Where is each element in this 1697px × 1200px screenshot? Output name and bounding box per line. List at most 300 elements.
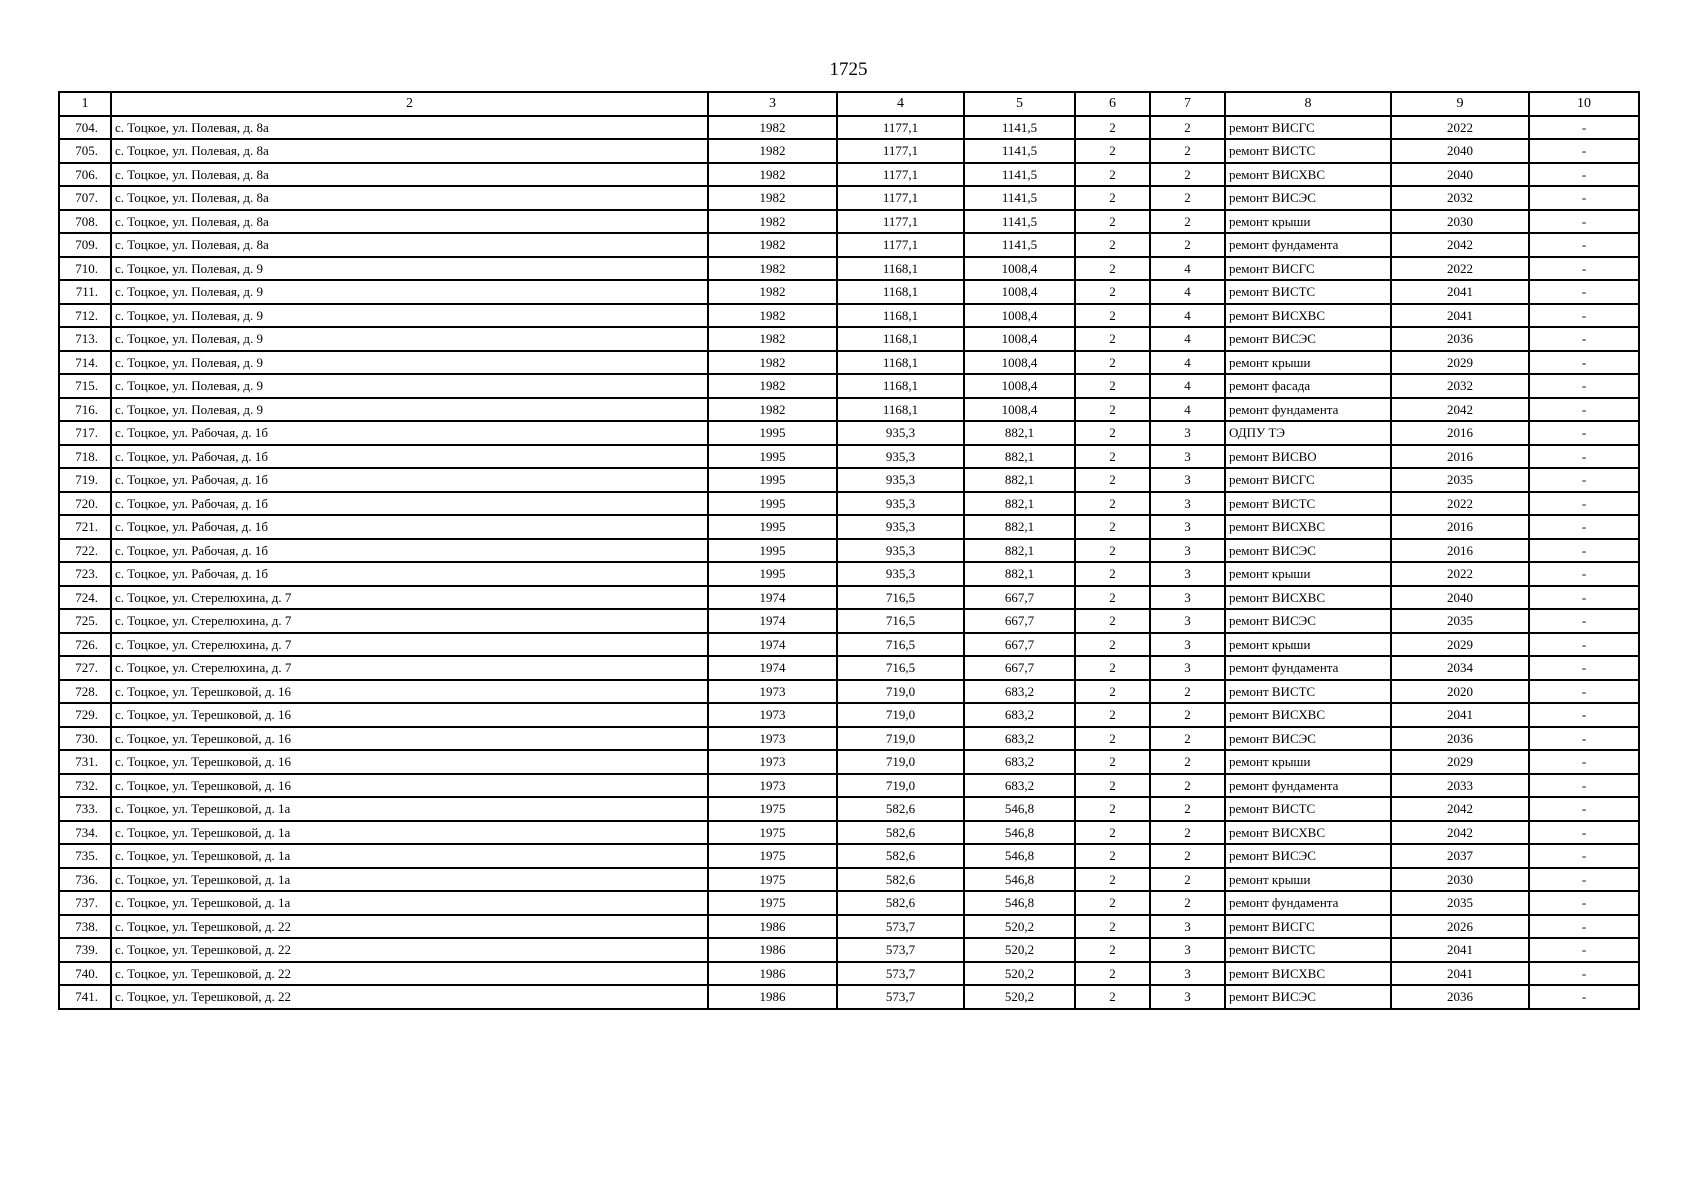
cell-address: с. Тоцкое, ул. Терешковой, д. 22 [111, 985, 708, 1009]
cell-floors: 2 [1075, 868, 1150, 892]
cell-living-area: 546,8 [964, 844, 1075, 868]
cell-note: - [1529, 727, 1639, 751]
cell-address: с. Тоцкое, ул. Рабочая, д. 1б [111, 468, 708, 492]
cell-address: с. Тоцкое, ул. Полевая, д. 9 [111, 398, 708, 422]
cell-planned-year: 2042 [1391, 233, 1529, 257]
cell-total-area: 935,3 [837, 562, 964, 586]
cell-work-type: ремонт ВИСХВС [1225, 703, 1391, 727]
cell-address: с. Тоцкое, ул. Рабочая, д. 1б [111, 421, 708, 445]
column-header-8: 8 [1225, 92, 1391, 116]
column-header-5: 5 [964, 92, 1075, 116]
cell-work-type: ремонт ВИСТС [1225, 797, 1391, 821]
cell-entrances: 4 [1150, 374, 1225, 398]
cell-floors: 2 [1075, 703, 1150, 727]
cell-planned-year: 2040 [1391, 163, 1529, 187]
cell-total-area: 1177,1 [837, 210, 964, 234]
cell-living-area: 1141,5 [964, 116, 1075, 140]
cell-entrances: 2 [1150, 821, 1225, 845]
cell-year-built: 1995 [708, 468, 837, 492]
cell-entrances: 3 [1150, 586, 1225, 610]
cell-row-number: 731. [59, 750, 111, 774]
cell-floors: 2 [1075, 539, 1150, 563]
cell-planned-year: 2016 [1391, 445, 1529, 469]
cell-total-area: 716,5 [837, 656, 964, 680]
cell-entrances: 3 [1150, 938, 1225, 962]
cell-floors: 2 [1075, 891, 1150, 915]
cell-entrances: 3 [1150, 985, 1225, 1009]
cell-work-type: ремонт ВИСТС [1225, 938, 1391, 962]
table-row [59, 844, 1639, 868]
cell-year-built: 1982 [708, 233, 837, 257]
table-row [59, 985, 1639, 1009]
cell-floors: 2 [1075, 351, 1150, 375]
cell-entrances: 3 [1150, 562, 1225, 586]
cell-planned-year: 2032 [1391, 374, 1529, 398]
cell-year-built: 1982 [708, 327, 837, 351]
cell-work-type: ремонт фундамента [1225, 398, 1391, 422]
cell-note: - [1529, 821, 1639, 845]
cell-row-number: 705. [59, 139, 111, 163]
cell-entrances: 3 [1150, 656, 1225, 680]
cell-planned-year: 2029 [1391, 750, 1529, 774]
cell-row-number: 734. [59, 821, 111, 845]
cell-total-area: 1177,1 [837, 163, 964, 187]
cell-living-area: 1141,5 [964, 210, 1075, 234]
cell-year-built: 1982 [708, 351, 837, 375]
cell-year-built: 1982 [708, 374, 837, 398]
cell-row-number: 722. [59, 539, 111, 563]
cell-floors: 2 [1075, 727, 1150, 751]
cell-work-type: ремонт крыши [1225, 750, 1391, 774]
cell-row-number: 732. [59, 774, 111, 798]
cell-address: с. Тоцкое, ул. Рабочая, д. 1б [111, 539, 708, 563]
cell-planned-year: 2029 [1391, 633, 1529, 657]
cell-note: - [1529, 257, 1639, 281]
table-row [59, 938, 1639, 962]
header-row [59, 92, 1639, 116]
cell-note: - [1529, 280, 1639, 304]
cell-note: - [1529, 962, 1639, 986]
table-row [59, 962, 1639, 986]
cell-planned-year: 2035 [1391, 609, 1529, 633]
cell-note: - [1529, 985, 1639, 1009]
table-row [59, 562, 1639, 586]
cell-note: - [1529, 868, 1639, 892]
cell-entrances: 2 [1150, 116, 1225, 140]
cell-row-number: 710. [59, 257, 111, 281]
cell-floors: 2 [1075, 821, 1150, 845]
cell-year-built: 1995 [708, 421, 837, 445]
cell-note: - [1529, 304, 1639, 328]
cell-work-type: ремонт ВИСЭС [1225, 727, 1391, 751]
cell-entrances: 2 [1150, 774, 1225, 798]
cell-living-area: 882,1 [964, 492, 1075, 516]
cell-row-number: 728. [59, 680, 111, 704]
table-row [59, 163, 1639, 187]
table-row [59, 821, 1639, 845]
cell-address: с. Тоцкое, ул. Стерелюхина, д. 7 [111, 586, 708, 610]
table-row [59, 445, 1639, 469]
cell-row-number: 724. [59, 586, 111, 610]
cell-total-area: 573,7 [837, 962, 964, 986]
cell-row-number: 737. [59, 891, 111, 915]
cell-note: - [1529, 186, 1639, 210]
cell-note: - [1529, 210, 1639, 234]
cell-year-built: 1982 [708, 257, 837, 281]
table-row [59, 398, 1639, 422]
cell-address: с. Тоцкое, ул. Рабочая, д. 1б [111, 562, 708, 586]
cell-living-area: 683,2 [964, 750, 1075, 774]
cell-living-area: 520,2 [964, 985, 1075, 1009]
cell-living-area: 882,1 [964, 421, 1075, 445]
cell-address: с. Тоцкое, ул. Терешковой, д. 1а [111, 891, 708, 915]
cell-entrances: 2 [1150, 750, 1225, 774]
cell-floors: 2 [1075, 938, 1150, 962]
cell-work-type: ремонт ВИСХВС [1225, 962, 1391, 986]
cell-address: с. Тоцкое, ул. Терешковой, д. 22 [111, 915, 708, 939]
cell-planned-year: 2020 [1391, 680, 1529, 704]
cell-planned-year: 2022 [1391, 116, 1529, 140]
cell-year-built: 1975 [708, 844, 837, 868]
cell-address: с. Тоцкое, ул. Полевая, д. 8а [111, 210, 708, 234]
cell-note: - [1529, 656, 1639, 680]
cell-row-number: 719. [59, 468, 111, 492]
cell-living-area: 1141,5 [964, 139, 1075, 163]
table-row [59, 233, 1639, 257]
cell-entrances: 3 [1150, 915, 1225, 939]
cell-total-area: 1168,1 [837, 327, 964, 351]
cell-row-number: 741. [59, 985, 111, 1009]
cell-address: с. Тоцкое, ул. Полевая, д. 8а [111, 163, 708, 187]
cell-entrances: 4 [1150, 280, 1225, 304]
cell-entrances: 3 [1150, 633, 1225, 657]
cell-year-built: 1982 [708, 139, 837, 163]
table-row [59, 680, 1639, 704]
cell-work-type: ремонт ВИСТС [1225, 492, 1391, 516]
cell-address: с. Тоцкое, ул. Стерелюхина, д. 7 [111, 633, 708, 657]
cell-total-area: 582,6 [837, 891, 964, 915]
cell-year-built: 1974 [708, 633, 837, 657]
cell-year-built: 1982 [708, 398, 837, 422]
cell-entrances: 3 [1150, 962, 1225, 986]
table-row [59, 656, 1639, 680]
cell-address: с. Тоцкое, ул. Терешковой, д. 1а [111, 868, 708, 892]
cell-work-type: ремонт крыши [1225, 868, 1391, 892]
cell-row-number: 727. [59, 656, 111, 680]
cell-living-area: 1008,4 [964, 257, 1075, 281]
cell-address: с. Тоцкое, ул. Полевая, д. 8а [111, 186, 708, 210]
table-row [59, 374, 1639, 398]
cell-planned-year: 2036 [1391, 727, 1529, 751]
cell-planned-year: 2016 [1391, 515, 1529, 539]
cell-entrances: 2 [1150, 868, 1225, 892]
cell-address: с. Тоцкое, ул. Полевая, д. 8а [111, 233, 708, 257]
cell-entrances: 3 [1150, 492, 1225, 516]
cell-work-type: ремонт ВИСТС [1225, 280, 1391, 304]
cell-living-area: 520,2 [964, 915, 1075, 939]
cell-floors: 2 [1075, 492, 1150, 516]
cell-total-area: 582,6 [837, 868, 964, 892]
cell-floors: 2 [1075, 680, 1150, 704]
cell-living-area: 882,1 [964, 445, 1075, 469]
cell-planned-year: 2042 [1391, 797, 1529, 821]
table-row [59, 210, 1639, 234]
cell-entrances: 2 [1150, 844, 1225, 868]
cell-floors: 2 [1075, 468, 1150, 492]
cell-floors: 2 [1075, 374, 1150, 398]
cell-living-area: 520,2 [964, 938, 1075, 962]
table-row [59, 327, 1639, 351]
cell-note: - [1529, 374, 1639, 398]
cell-work-type: ремонт крыши [1225, 351, 1391, 375]
cell-entrances: 2 [1150, 233, 1225, 257]
table-row [59, 750, 1639, 774]
cell-floors: 2 [1075, 562, 1150, 586]
cell-entrances: 3 [1150, 609, 1225, 633]
cell-total-area: 1168,1 [837, 398, 964, 422]
cell-floors: 2 [1075, 656, 1150, 680]
cell-planned-year: 2030 [1391, 868, 1529, 892]
column-header-3: 3 [708, 92, 837, 116]
column-header-10: 10 [1529, 92, 1639, 116]
cell-total-area: 1177,1 [837, 233, 964, 257]
cell-work-type: ремонт ВИСХВС [1225, 821, 1391, 845]
cell-living-area: 1008,4 [964, 351, 1075, 375]
table-row [59, 891, 1639, 915]
cell-total-area: 1168,1 [837, 351, 964, 375]
cell-row-number: 735. [59, 844, 111, 868]
table-row [59, 304, 1639, 328]
cell-work-type: ремонт фундамента [1225, 774, 1391, 798]
cell-work-type: ремонт ВИСЭС [1225, 844, 1391, 868]
table-body [59, 116, 1639, 1009]
cell-note: - [1529, 398, 1639, 422]
table-row [59, 116, 1639, 140]
cell-row-number: 711. [59, 280, 111, 304]
cell-year-built: 1973 [708, 703, 837, 727]
cell-note: - [1529, 844, 1639, 868]
cell-total-area: 582,6 [837, 844, 964, 868]
cell-planned-year: 2026 [1391, 915, 1529, 939]
cell-note: - [1529, 703, 1639, 727]
cell-planned-year: 2037 [1391, 844, 1529, 868]
table-row [59, 139, 1639, 163]
cell-planned-year: 2035 [1391, 468, 1529, 492]
cell-year-built: 1986 [708, 915, 837, 939]
cell-total-area: 716,5 [837, 586, 964, 610]
cell-year-built: 1982 [708, 210, 837, 234]
table-row [59, 703, 1639, 727]
cell-note: - [1529, 327, 1639, 351]
cell-work-type: ремонт фундамента [1225, 891, 1391, 915]
cell-planned-year: 2022 [1391, 562, 1529, 586]
cell-living-area: 667,7 [964, 609, 1075, 633]
cell-planned-year: 2041 [1391, 304, 1529, 328]
cell-entrances: 4 [1150, 398, 1225, 422]
cell-planned-year: 2034 [1391, 656, 1529, 680]
cell-row-number: 729. [59, 703, 111, 727]
cell-year-built: 1974 [708, 609, 837, 633]
cell-note: - [1529, 774, 1639, 798]
cell-floors: 2 [1075, 797, 1150, 821]
table-row [59, 257, 1639, 281]
table-row [59, 633, 1639, 657]
cell-floors: 2 [1075, 915, 1150, 939]
cell-floors: 2 [1075, 186, 1150, 210]
cell-floors: 2 [1075, 609, 1150, 633]
cell-note: - [1529, 797, 1639, 821]
cell-total-area: 573,7 [837, 938, 964, 962]
cell-floors: 2 [1075, 633, 1150, 657]
cell-note: - [1529, 633, 1639, 657]
cell-planned-year: 2016 [1391, 421, 1529, 445]
cell-floors: 2 [1075, 163, 1150, 187]
cell-year-built: 1982 [708, 163, 837, 187]
cell-address: с. Тоцкое, ул. Полевая, д. 9 [111, 257, 708, 281]
cell-address: с. Тоцкое, ул. Полевая, д. 9 [111, 280, 708, 304]
cell-planned-year: 2033 [1391, 774, 1529, 798]
cell-row-number: 716. [59, 398, 111, 422]
cell-year-built: 1974 [708, 586, 837, 610]
cell-work-type: ремонт ВИСЭС [1225, 186, 1391, 210]
cell-total-area: 573,7 [837, 915, 964, 939]
cell-planned-year: 2036 [1391, 327, 1529, 351]
cell-living-area: 882,1 [964, 515, 1075, 539]
cell-address: с. Тоцкое, ул. Рабочая, д. 1б [111, 445, 708, 469]
cell-year-built: 1973 [708, 774, 837, 798]
cell-entrances: 4 [1150, 351, 1225, 375]
cell-living-area: 520,2 [964, 962, 1075, 986]
cell-address: с. Тоцкое, ул. Полевая, д. 9 [111, 304, 708, 328]
cell-living-area: 1141,5 [964, 233, 1075, 257]
cell-total-area: 716,5 [837, 609, 964, 633]
cell-living-area: 1008,4 [964, 280, 1075, 304]
cell-planned-year: 2029 [1391, 351, 1529, 375]
cell-row-number: 723. [59, 562, 111, 586]
column-header-2: 2 [111, 92, 708, 116]
cell-entrances: 2 [1150, 703, 1225, 727]
cell-living-area: 1008,4 [964, 374, 1075, 398]
cell-work-type: ремонт ВИСЭС [1225, 539, 1391, 563]
table-row [59, 868, 1639, 892]
table-row [59, 186, 1639, 210]
cell-year-built: 1986 [708, 962, 837, 986]
cell-row-number: 715. [59, 374, 111, 398]
cell-row-number: 714. [59, 351, 111, 375]
column-header-7: 7 [1150, 92, 1225, 116]
cell-note: - [1529, 562, 1639, 586]
cell-note: - [1529, 116, 1639, 140]
page-number: 1725 [829, 59, 868, 80]
cell-year-built: 1995 [708, 515, 837, 539]
cell-total-area: 719,0 [837, 750, 964, 774]
table-row [59, 586, 1639, 610]
table-row [59, 727, 1639, 751]
cell-row-number: 706. [59, 163, 111, 187]
cell-year-built: 1995 [708, 445, 837, 469]
cell-living-area: 1008,4 [964, 304, 1075, 328]
cell-floors: 2 [1075, 985, 1150, 1009]
cell-living-area: 683,2 [964, 703, 1075, 727]
cell-floors: 2 [1075, 116, 1150, 140]
cell-work-type: ремонт ВИСВО [1225, 445, 1391, 469]
column-header-4: 4 [837, 92, 964, 116]
cell-entrances: 2 [1150, 891, 1225, 915]
cell-total-area: 935,3 [837, 539, 964, 563]
cell-address: с. Тоцкое, ул. Рабочая, д. 1б [111, 515, 708, 539]
cell-row-number: 739. [59, 938, 111, 962]
cell-note: - [1529, 539, 1639, 563]
cell-entrances: 3 [1150, 421, 1225, 445]
cell-floors: 2 [1075, 844, 1150, 868]
cell-work-type: ремонт ВИСГС [1225, 116, 1391, 140]
cell-entrances: 4 [1150, 257, 1225, 281]
cell-entrances: 4 [1150, 327, 1225, 351]
cell-year-built: 1995 [708, 492, 837, 516]
cell-entrances: 2 [1150, 210, 1225, 234]
cell-note: - [1529, 163, 1639, 187]
cell-total-area: 935,3 [837, 468, 964, 492]
cell-work-type: ремонт фундамента [1225, 656, 1391, 680]
cell-work-type: ремонт ВИСЭС [1225, 609, 1391, 633]
table-row [59, 421, 1639, 445]
cell-entrances: 2 [1150, 727, 1225, 751]
cell-living-area: 683,2 [964, 727, 1075, 751]
cell-note: - [1529, 938, 1639, 962]
cell-total-area: 1168,1 [837, 304, 964, 328]
cell-total-area: 1168,1 [837, 374, 964, 398]
cell-work-type: ремонт ВИСХВС [1225, 304, 1391, 328]
cell-row-number: 733. [59, 797, 111, 821]
cell-note: - [1529, 351, 1639, 375]
cell-floors: 2 [1075, 257, 1150, 281]
cell-note: - [1529, 915, 1639, 939]
cell-year-built: 1986 [708, 985, 837, 1009]
cell-planned-year: 2042 [1391, 821, 1529, 845]
cell-floors: 2 [1075, 750, 1150, 774]
cell-year-built: 1982 [708, 280, 837, 304]
cell-living-area: 546,8 [964, 821, 1075, 845]
cell-total-area: 573,7 [837, 985, 964, 1009]
cell-row-number: 704. [59, 116, 111, 140]
table-row [59, 468, 1639, 492]
table-row [59, 515, 1639, 539]
cell-work-type: ремонт ВИСХВС [1225, 515, 1391, 539]
cell-year-built: 1995 [708, 562, 837, 586]
cell-address: с. Тоцкое, ул. Терешковой, д. 22 [111, 938, 708, 962]
cell-address: с. Тоцкое, ул. Полевая, д. 9 [111, 351, 708, 375]
cell-floors: 2 [1075, 139, 1150, 163]
cell-row-number: 736. [59, 868, 111, 892]
cell-floors: 2 [1075, 515, 1150, 539]
cell-total-area: 716,5 [837, 633, 964, 657]
cell-note: - [1529, 586, 1639, 610]
cell-note: - [1529, 233, 1639, 257]
cell-total-area: 1168,1 [837, 280, 964, 304]
cell-entrances: 3 [1150, 515, 1225, 539]
cell-total-area: 1168,1 [837, 257, 964, 281]
cell-row-number: 725. [59, 609, 111, 633]
cell-work-type: ремонт ВИСГС [1225, 915, 1391, 939]
cell-floors: 2 [1075, 445, 1150, 469]
cell-work-type: ремонт ВИСХВС [1225, 586, 1391, 610]
cell-year-built: 1973 [708, 750, 837, 774]
cell-entrances: 3 [1150, 468, 1225, 492]
cell-planned-year: 2032 [1391, 186, 1529, 210]
cell-total-area: 719,0 [837, 774, 964, 798]
cell-address: с. Тоцкое, ул. Полевая, д. 9 [111, 327, 708, 351]
cell-year-built: 1995 [708, 539, 837, 563]
